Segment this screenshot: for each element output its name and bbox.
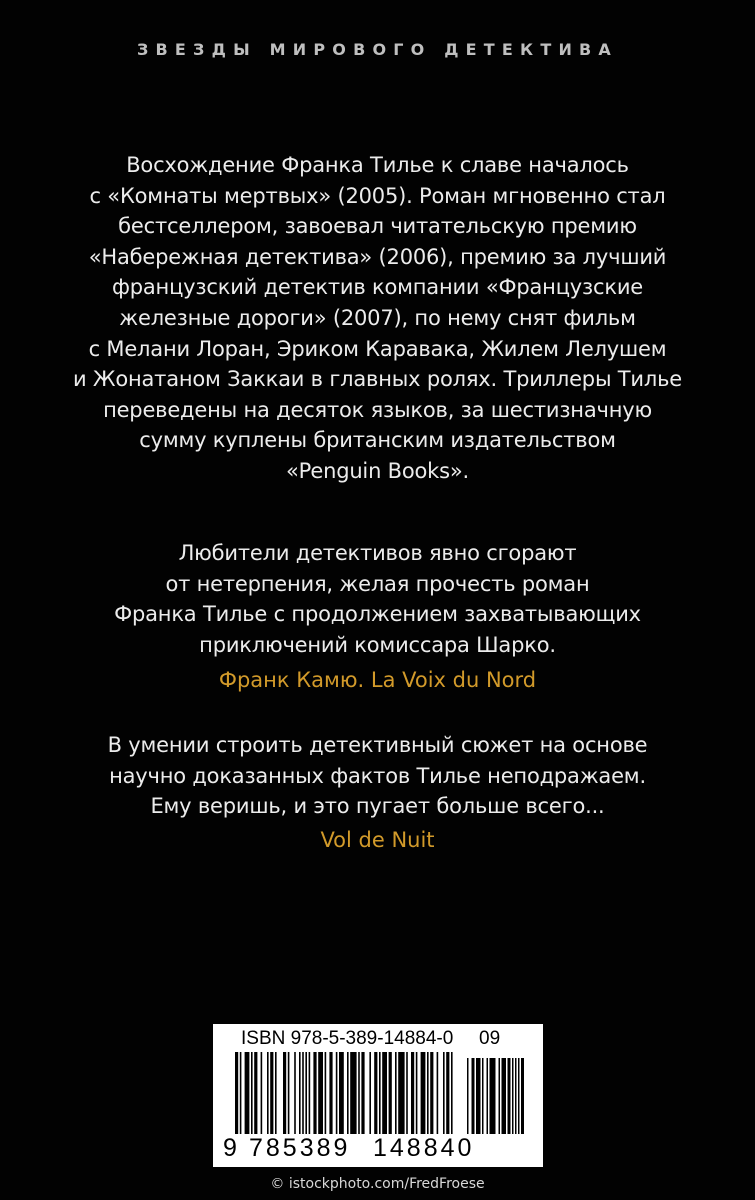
barcode-bar <box>329 1052 332 1134</box>
barcode-bar <box>313 1052 316 1134</box>
barcode-bar <box>254 1052 257 1134</box>
barcode-bar <box>318 1052 323 1134</box>
bio-line: железные дороги» (2007), по нему снят фильм <box>119 305 636 330</box>
quote-2-attribution: Vol de Nuit <box>320 828 435 852</box>
barcode-addon-bar <box>515 1058 517 1134</box>
barcode-bar <box>395 1052 397 1134</box>
quote-line: Франка Тилье с продолжением захватывающих <box>114 602 641 627</box>
barcode-addon-bar <box>508 1058 511 1134</box>
barcode-addon-bar <box>476 1058 481 1134</box>
quote-line: от нетерпения, желая прочесть роман <box>165 571 590 596</box>
barcode-left-digits: 785389 <box>249 1134 351 1162</box>
review-quote-2 <box>40 730 715 822</box>
series-title: ЗВЕЗДЫ МИРОВОГО ДЕТЕКТИВА <box>136 40 619 59</box>
quote-line: Любители детективов явно сгорают <box>178 541 577 565</box>
barcode-bar <box>261 1052 263 1134</box>
barcode-bar <box>427 1052 429 1134</box>
barcode-bar <box>267 1052 269 1134</box>
barcode-bar <box>309 1052 311 1134</box>
barcode-bar <box>446 1052 449 1134</box>
barcode-first-digit: 9 <box>223 1134 238 1162</box>
barcode-bar <box>369 1052 371 1134</box>
barcode-bar <box>251 1052 253 1134</box>
barcode-addon-bar <box>467 1058 469 1134</box>
isbn-addon: 09 <box>479 1028 501 1049</box>
author-bio <box>40 150 715 487</box>
barcode-bar <box>443 1052 445 1134</box>
bio-line: «Набережная детектива» (2006), премию за лучший <box>88 244 667 269</box>
review-quote-1 <box>40 538 715 660</box>
isbn-label: ISBN 978-5-389-14884-0 <box>241 1028 454 1049</box>
quote-line: приключений комиссара Шарко. <box>199 632 556 657</box>
barcode-bar <box>347 1052 349 1134</box>
barcode-bar <box>240 1052 242 1134</box>
barcode-bar <box>421 1052 426 1134</box>
barcode-bar <box>382 1052 387 1134</box>
barcode-bar <box>379 1052 381 1134</box>
barcode-addon-bar <box>487 1058 489 1134</box>
barcode-bar <box>275 1052 277 1134</box>
bio-line: сумму куплены британским издательством <box>139 428 616 453</box>
barcode-bar <box>294 1052 296 1134</box>
quote-line: научно доказанных фактов Тилье неподражаем. <box>109 763 646 788</box>
barcode-addon-bar <box>502 1058 507 1134</box>
barcode-bar <box>389 1052 392 1134</box>
bio-line: французский детектив компании «Французские <box>112 275 643 300</box>
barcode-bar <box>451 1052 453 1134</box>
barcode-bar <box>336 1052 338 1134</box>
barcode-bar <box>325 1052 327 1134</box>
barcode-addon-bar <box>482 1058 484 1134</box>
barcode-addon-bar <box>518 1058 520 1134</box>
bio-line: переведены на десяток языков, за шестизначную <box>103 397 652 422</box>
barcode-bar <box>361 1052 364 1134</box>
photo-credit: © istockphoto.com/FredFroese <box>270 1176 485 1192</box>
barcode-right-digits: 148840 <box>373 1134 475 1162</box>
quote-line: В умении строить детективный сюжет на основе <box>107 733 648 757</box>
bio-line: с Мелани Лоран, Эриком Каравака, Жилем Лелушем <box>88 336 667 361</box>
barcode-bars <box>235 1052 525 1134</box>
isbn-label-row <box>241 1028 531 1050</box>
barcode-bar <box>245 1052 250 1134</box>
isbn-barcode <box>213 1024 543 1167</box>
barcode-bar <box>358 1052 360 1134</box>
quote-1-attribution: Франк Камю. La Voix du Nord <box>218 668 537 692</box>
bio-line: и Жонатаном Заккаи в главных ролях. Триллеры Тилье <box>72 367 682 392</box>
barcode-addon-bar <box>521 1058 524 1134</box>
barcode-bar <box>437 1052 439 1134</box>
quote-line: Ему веришь, и это пугает больше всего... <box>150 794 605 819</box>
barcode-addon-bar <box>490 1058 496 1134</box>
barcode-bar <box>406 1052 408 1134</box>
bio-line: Восхождение Франка Тилье к славе началось <box>126 153 629 177</box>
barcode-bar <box>288 1052 290 1134</box>
barcode-bar <box>270 1052 273 1134</box>
bio-line: «Penguin Books». <box>286 458 469 483</box>
barcode-bar <box>350 1052 356 1134</box>
barcode-addon-bar <box>472 1058 475 1134</box>
barcode-bar <box>305 1052 307 1134</box>
barcode-bar <box>430 1052 433 1134</box>
barcode-bar <box>302 1052 304 1134</box>
bio-line: бестселлером, завоевал читательскую премию <box>118 214 637 239</box>
barcode-bar <box>411 1052 414 1134</box>
barcode-bar <box>283 1052 286 1134</box>
barcode-bar <box>416 1052 418 1134</box>
barcode-bar <box>398 1052 404 1134</box>
barcode-addon-bar <box>512 1058 514 1134</box>
barcode-bar <box>374 1052 377 1134</box>
barcode-bar <box>235 1052 238 1134</box>
barcode-bar <box>299 1052 301 1134</box>
bio-line: с «Комнаты мертвых» (2005). Роман мгновенно стал <box>89 183 666 208</box>
barcode-addon-bar <box>499 1058 501 1134</box>
barcode-bar <box>339 1052 344 1134</box>
